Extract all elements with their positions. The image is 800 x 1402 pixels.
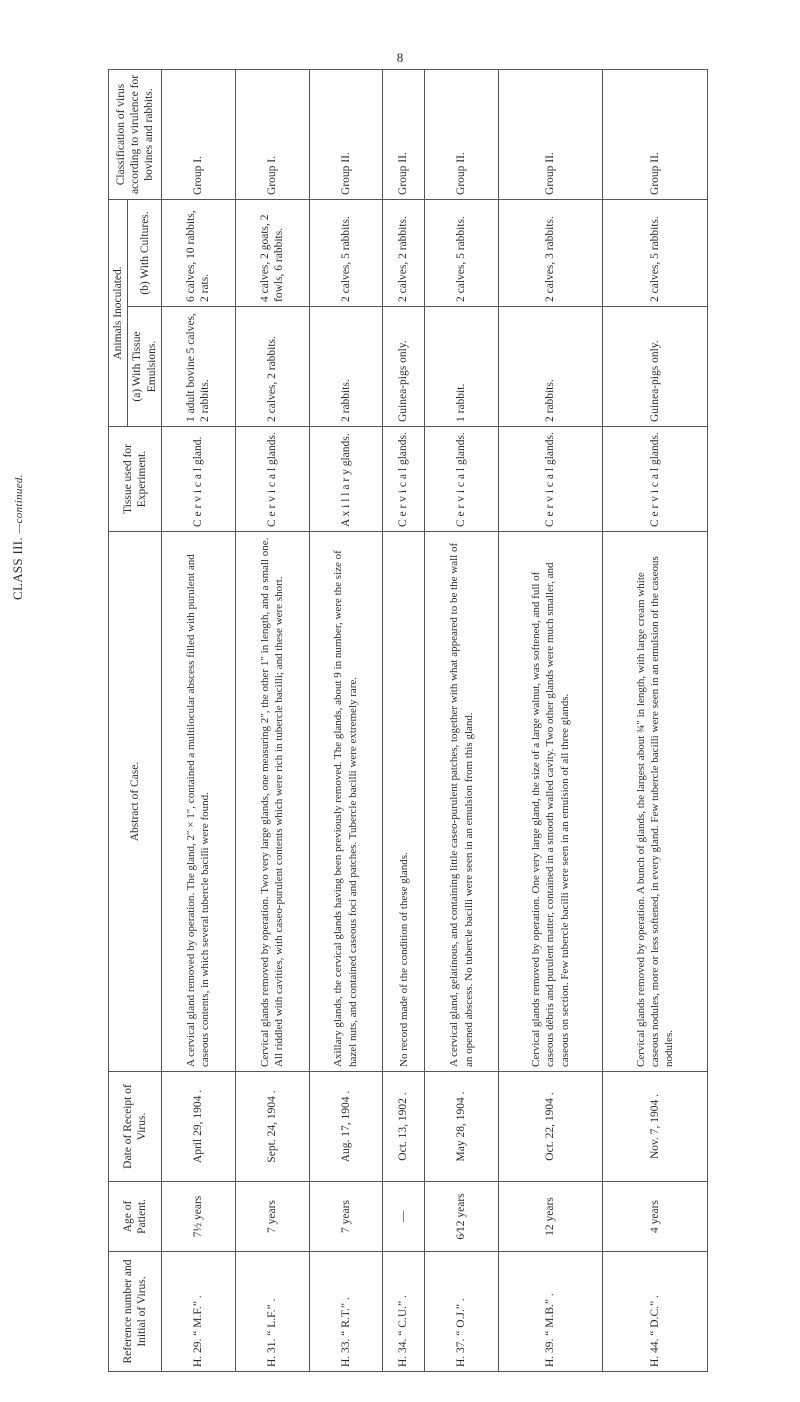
ref-cell: H. 33. “ R.T.” . bbox=[309, 1252, 382, 1372]
age-cell: 12 years bbox=[498, 1182, 603, 1252]
abstract-cell: No record made of the condition of these glands. bbox=[382, 532, 424, 1072]
emulsion-cell: 2 calves, 2 rabbits. bbox=[235, 307, 309, 427]
emulsion-cell: 2 rabbits. bbox=[498, 307, 603, 427]
header-cultures: (b) With Cultures. bbox=[128, 199, 162, 306]
tissue-cell: C e r v i c a l glands. bbox=[498, 427, 603, 532]
culture-cell: 2 calves, 5 rabbits. bbox=[425, 199, 498, 306]
date-cell: April 29, 1904 . bbox=[162, 1072, 236, 1182]
ref-cell: H. 31. “ L.F.” . bbox=[235, 1252, 309, 1372]
culture-cell: 2 calves, 5 rabbits. bbox=[603, 199, 708, 306]
tissue-cell: C e r v i c a l glands. bbox=[382, 427, 424, 532]
date-cell: Oct. 22, 1904 . bbox=[498, 1072, 603, 1182]
age-cell: — bbox=[382, 1182, 424, 1252]
culture-cell: 2 calves, 2 rabbits. bbox=[382, 199, 424, 306]
tissue-cell: C e r v i c a l glands. bbox=[603, 427, 708, 532]
tissue-cell: C e r v i c a l glands. bbox=[425, 427, 498, 532]
abstract-cell: Cervical glands removed by operation. Two very large glands, one measuring 2″, the other 1″ in length, and a small one. All riddled with cavities, with caseo-purulent contents which were rich in tubercle bacilli; and these were short. bbox=[235, 532, 309, 1072]
class-title bbox=[10, 400, 38, 600]
abstract-cell: A cervical gland removed by operation. The gland, 2″ × 1″, contained a multilocular abscess filled with purulent and caseous contents, in which several tubercle bacilli were found. bbox=[162, 532, 236, 1072]
case-table bbox=[108, 69, 708, 1372]
abstract-cell: Cervical glands removed by operation. One very large gland, the size of a large walnut, was softened, and full of caseous débris and purulent matter, contained in a smooth walled cavity. Two other glands were much smaller, and caseous on section. Few tubercle bacilli were seen in an emulsion of all three glands. bbox=[498, 532, 603, 1072]
table-row bbox=[603, 69, 708, 1371]
header-tissue: Tissue used for Experiment. bbox=[109, 427, 162, 532]
ref-cell: H. 39. “ M.B.” . bbox=[498, 1252, 603, 1372]
page-number: 8 bbox=[396, 50, 404, 65]
date-cell: Oct. 13, 1902 . bbox=[382, 1072, 424, 1182]
emulsion-cell: 1 rabbit. bbox=[425, 307, 498, 427]
header-row-1 bbox=[109, 69, 128, 1371]
date-cell: May 28, 1904 . bbox=[425, 1072, 498, 1182]
header-classification: Classification of virus according to virulence for bovines and rabbits. bbox=[109, 69, 162, 199]
ref-cell: H. 29. “ M.F.” . bbox=[162, 1252, 236, 1372]
culture-cell: 4 calves, 2 goats, 2 fowls, 6 rabbits. bbox=[235, 199, 309, 306]
table-row bbox=[382, 69, 424, 1371]
class-title-continued: —continued. bbox=[13, 474, 25, 534]
age-cell: 7 years bbox=[309, 1182, 382, 1252]
group-cell: Group I. bbox=[235, 69, 309, 199]
ref-cell: H. 34. “ C.U.” . bbox=[382, 1252, 424, 1372]
culture-cell: 2 calves, 3 rabbits. bbox=[498, 199, 603, 306]
emulsion-cell: 2 rabbits. bbox=[309, 307, 382, 427]
rotated-table-wrapper bbox=[108, 70, 708, 1372]
tissue-cell: C e r v i c a l gland. bbox=[162, 427, 236, 532]
table-row bbox=[162, 69, 236, 1371]
emulsion-cell: Guinea-pigs only. bbox=[382, 307, 424, 427]
abstract-cell: A cervical gland, gelatinous, and containing little caseo-purulent patches, together with what appeared to be the wall of an opened abscess. No tubercle bacilli were seen in an emulsion from this gland. bbox=[425, 532, 498, 1072]
group-cell: Group II. bbox=[498, 69, 603, 199]
date-cell: Nov. 7, 1904 . bbox=[603, 1072, 708, 1182]
ref-cell: H. 44. “ D.C.” . bbox=[603, 1252, 708, 1372]
culture-cell: 6 calves, 10 rabbits, 2 rats. bbox=[162, 199, 236, 306]
abstract-cell: Axillary glands, the cervical glands having been previously removed. The glands, about 9 in number, were the size of hazel nuts, and contained caseous foci and patches. Tubercle bacilli were extremely rare. bbox=[309, 532, 382, 1072]
age-cell: 7 years bbox=[235, 1182, 309, 1252]
age-cell: 6⁄12 years bbox=[425, 1182, 498, 1252]
ref-cell: H. 37. “ O.J.” . bbox=[425, 1252, 498, 1372]
tissue-cell: C e r v i c a l glands. bbox=[235, 427, 309, 532]
date-cell: Sept. 24, 1904 . bbox=[235, 1072, 309, 1182]
header-abstract: Abstract of Case. bbox=[109, 532, 162, 1072]
age-cell: 4 years bbox=[603, 1182, 708, 1252]
header-animals: Animals Inoculated. bbox=[109, 199, 128, 426]
group-cell: Group II. bbox=[603, 69, 708, 199]
tissue-cell: A x i l l a r y glands. bbox=[309, 427, 382, 532]
header-age: Age of Patient. bbox=[109, 1182, 162, 1252]
emulsion-cell: 1 adult bovine 5 calves, 2 rabbits. bbox=[162, 307, 236, 427]
abstract-cell: Cervical glands removed by operation. A bunch of glands, the largest about ¾″ in length, with large cream white caseous nodules, more or less softened, in every gland. Few tubercle bacilli were seen in an emulsion of the caseous nodules. bbox=[603, 532, 708, 1072]
age-cell: 7½ years bbox=[162, 1182, 236, 1252]
table-row bbox=[425, 69, 498, 1371]
header-date: Date of Receipt of Virus. bbox=[109, 1072, 162, 1182]
culture-cell: 2 calves, 5 rabbits. bbox=[309, 199, 382, 306]
header-reference: Reference number and Initial of Virus. bbox=[109, 1252, 162, 1372]
group-cell: Group II. bbox=[425, 69, 498, 199]
group-cell: Group II. bbox=[309, 69, 382, 199]
emulsion-cell: Guinea-pigs only. bbox=[603, 307, 708, 427]
group-cell: Group I. bbox=[162, 69, 236, 199]
table-row bbox=[235, 69, 309, 1371]
table-row bbox=[309, 69, 382, 1371]
header-emulsions: (a) With Tissue Emulsions. bbox=[128, 307, 162, 427]
date-cell: Aug. 17, 1904 . bbox=[309, 1072, 382, 1182]
table-row bbox=[498, 69, 603, 1371]
group-cell: Group II. bbox=[382, 69, 424, 199]
class-title-main: CLASS III. bbox=[10, 537, 25, 600]
